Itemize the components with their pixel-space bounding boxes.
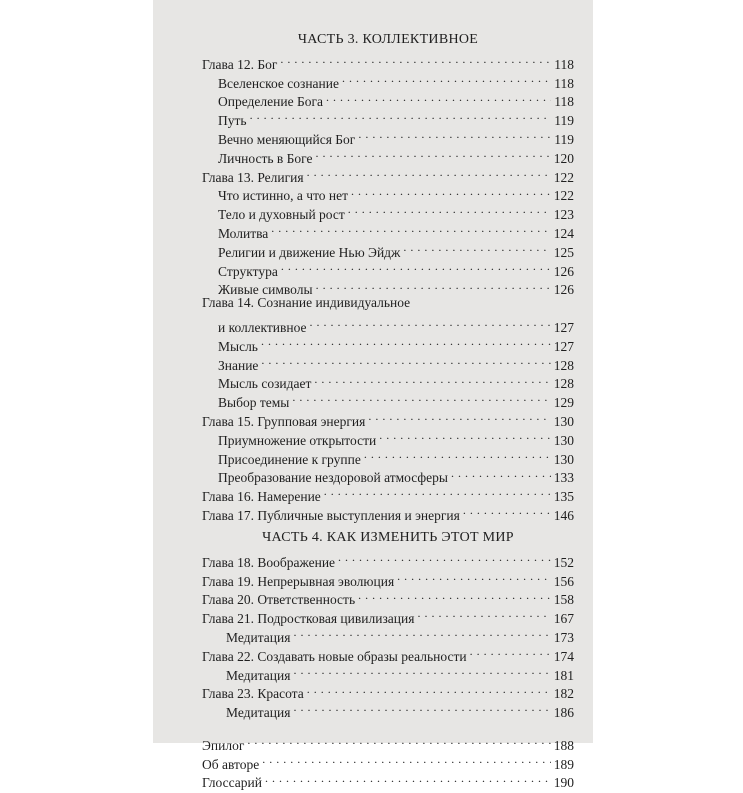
toc-page: 173 [553, 629, 574, 645]
toc-page: 158 [553, 592, 574, 608]
toc-page: 130 [553, 413, 574, 429]
toc-label: Мысль созидает [218, 376, 312, 392]
dot-leader [417, 604, 550, 623]
dot-leader [342, 69, 551, 88]
dot-leader [324, 482, 551, 501]
dot-leader [310, 313, 551, 332]
toc-label: Медитация [226, 629, 291, 645]
toc-label: Эпилог [202, 737, 245, 753]
toc-entry [202, 50, 574, 72]
dot-leader [293, 698, 550, 717]
toc-page: 186 [553, 705, 574, 721]
toc-page: 118 [554, 75, 574, 91]
dot-leader [247, 731, 550, 750]
dot-leader [358, 586, 551, 605]
toc-label: Глава 12. Бог [202, 56, 278, 72]
toc-page: 190 [553, 775, 574, 791]
toc-entry [202, 731, 574, 753]
toc-entry [202, 313, 574, 335]
dot-leader [250, 106, 551, 125]
toc-label: Знание [218, 357, 259, 373]
toc-page: 146 [553, 507, 574, 523]
toc-label: Глава 15. Групповая энергия [202, 413, 366, 429]
toc-label: Религии и движение Нью Эйдж [218, 244, 401, 260]
toc-page: 182 [553, 686, 574, 702]
dot-leader [292, 388, 550, 407]
toc-label: Личность в Боге [218, 150, 313, 166]
toc-label: Что истинно, а что нет [218, 188, 349, 204]
dot-leader [314, 370, 550, 389]
dot-leader [271, 219, 550, 238]
toc-label: Глава 16. Намерение [202, 489, 321, 505]
toc-entry [202, 548, 574, 570]
toc-entry [202, 125, 574, 147]
dot-leader [316, 144, 551, 163]
toc-label: Глава 13. Религия [202, 169, 304, 185]
toc-page: 126 [553, 263, 574, 279]
part-4-title: ЧАСТЬ 4. КАК ИЗМЕНИТЬ ЭТОТ МИР [262, 529, 514, 545]
toc-entry [202, 106, 574, 129]
dot-leader [397, 567, 551, 586]
toc-page: 122 [553, 169, 574, 185]
dot-leader [262, 750, 551, 769]
toc-label: Тело и духовный рост [218, 207, 345, 223]
toc-label: Глава 17. Публичные выступления и энергия [202, 507, 460, 523]
dot-leader [326, 88, 551, 107]
dot-leader [280, 50, 551, 69]
dot-leader [316, 276, 551, 295]
dot-leader [348, 200, 551, 219]
dot-leader [261, 351, 550, 370]
dot-leader [470, 642, 551, 661]
toc-label: Глава 20. Ответственность [202, 592, 356, 608]
toc-entry [202, 294, 574, 313]
toc-label: Структура [218, 263, 278, 279]
toc-label: Глава 18. Воображение [202, 554, 336, 570]
toc-page: 130 [553, 432, 574, 448]
toc-page: 167 [553, 611, 574, 627]
dot-leader [265, 769, 551, 788]
toc-label: Выбор темы [218, 395, 290, 411]
toc-entry [202, 750, 574, 772]
toc-page: 130 [553, 451, 574, 467]
toc-label: Присоединение к группе [218, 451, 361, 467]
table-of-contents [202, 30, 574, 791]
toc-label: Медитация [226, 705, 291, 721]
toc-page: 156 [553, 573, 574, 589]
toc-page: 129 [553, 395, 574, 411]
toc-label: Определение Бога [218, 94, 323, 110]
toc-page: 174 [553, 648, 574, 664]
toc-page: 152 [553, 554, 574, 570]
toc-label: Об авторе [202, 756, 260, 772]
toc-page: 124 [553, 225, 574, 241]
part-3-title: ЧАСТЬ 3. КОЛЛЕКТИВНОЕ [297, 32, 479, 47]
toc-label: Глава 22. Создавать новые образы реальности [202, 648, 467, 664]
dot-leader [463, 501, 551, 520]
dot-leader [307, 163, 551, 182]
toc-page: 122 [553, 188, 574, 204]
dot-leader [364, 445, 551, 464]
toc-label: Молитва [218, 225, 269, 241]
toc-label: Приумножение открытости [218, 432, 377, 448]
toc-page: 125 [553, 244, 574, 260]
dot-leader [281, 257, 551, 276]
toc-page: 127 [553, 319, 574, 335]
dot-leader [293, 661, 550, 680]
toc-label: Мысль [218, 338, 258, 354]
dot-leader [307, 680, 551, 699]
toc-page: 135 [553, 489, 574, 505]
toc-page: 118 [554, 56, 574, 72]
toc-page: 127 [553, 338, 574, 354]
dot-leader [451, 464, 551, 483]
toc-page: 119 [554, 113, 574, 129]
toc-page: 133 [553, 470, 574, 486]
toc-page: 188 [553, 737, 574, 753]
dot-leader [338, 548, 551, 567]
toc-label: Вечно меняющийся Бог [218, 131, 356, 147]
toc-label: Путь [218, 113, 247, 129]
toc-page: 118 [554, 94, 574, 110]
dot-leader [358, 125, 551, 144]
toc-page: 120 [553, 150, 574, 166]
toc-label: Глоссарий [202, 775, 262, 791]
dot-leader [368, 407, 550, 426]
toc-label: Глава 14. Сознание индивидуальное [202, 295, 411, 311]
toc-page: 181 [553, 667, 574, 683]
toc-page: 123 [553, 207, 574, 223]
dot-leader [261, 332, 551, 351]
toc-page: 189 [553, 756, 574, 772]
toc-label: Глава 23. Красота [202, 686, 304, 702]
toc-label: Глава 19. Непрерывная эволюция [202, 573, 395, 589]
book-page [153, 0, 593, 791]
toc-label: Вселенское сознание [218, 75, 339, 91]
dot-leader [403, 238, 550, 257]
dot-leader [293, 623, 550, 642]
toc-label: Медитация [226, 667, 291, 683]
toc-page: 128 [553, 376, 574, 392]
toc-page: 128 [553, 357, 574, 373]
toc-page: 119 [554, 131, 574, 147]
toc-label: Живые символы [218, 282, 313, 298]
toc-label: Глава 21. Подростковая цивилизация [202, 611, 415, 627]
dot-leader [379, 426, 551, 445]
toc-label: и коллективное [218, 319, 307, 335]
toc-label: Преобразование нездоровой атмосферы [218, 470, 448, 486]
dot-leader [351, 182, 551, 201]
toc-page: 126 [553, 282, 574, 298]
